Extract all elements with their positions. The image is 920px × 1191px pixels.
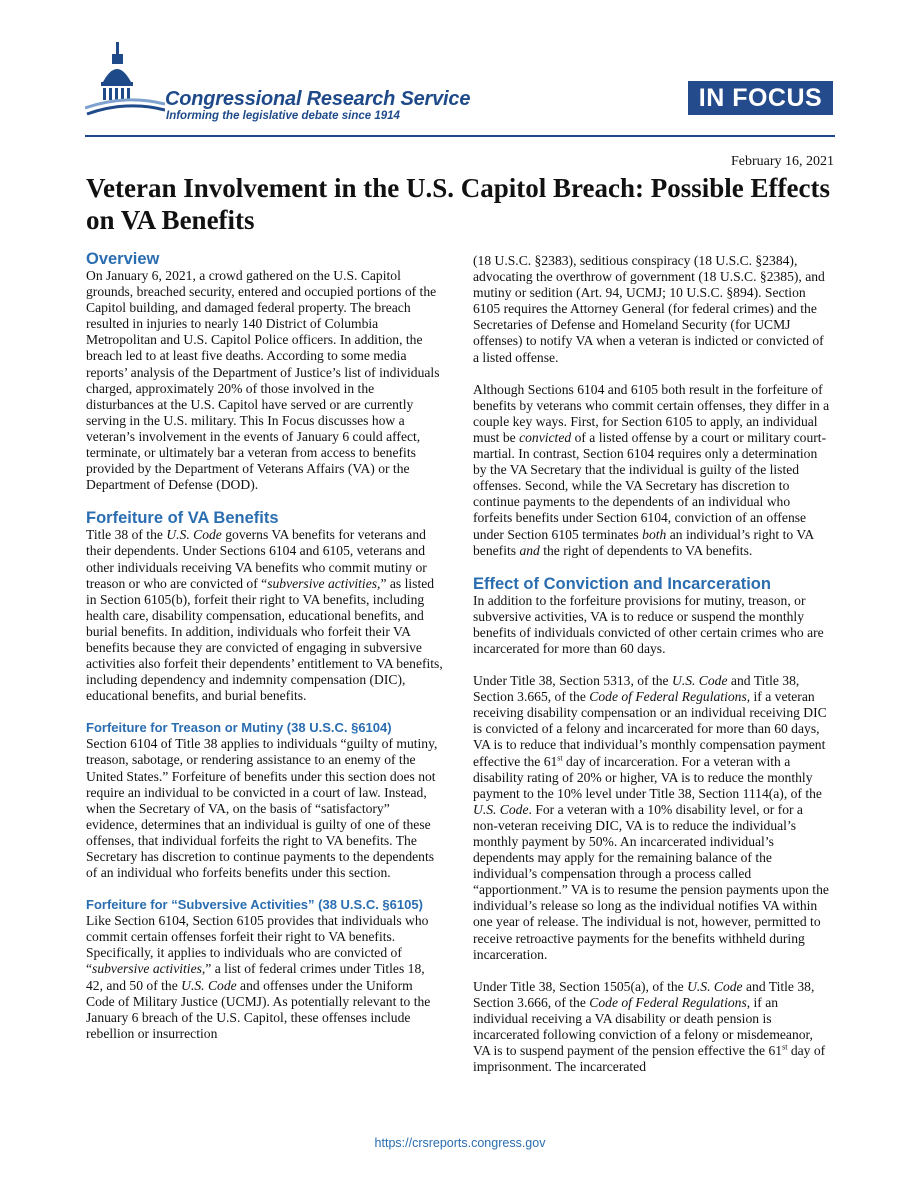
publication-date: February 16, 2021 bbox=[730, 154, 834, 169]
forfeiture-paragraph: Title 38 of the U.S. Code governs VA benefits for veterans and their dependents. Under Sections 6104 and 6105, veterans and other individuals receiving VA benefits who commit mutiny or treason or who are convicted of “subversive activities,” as listed in Section 6105(b), forfeit their right to VA benefits, including health care, disability compensation, educational benefits, and burial benefits. In addition, individuals who forfeit their VA benefits because they are convicted of engaging in subversive activities also forfeit their dependents’ entitlement to VA benefits, including dependency and indemnity compensation (DIC), educational benefits, and burial benefits. bbox=[86, 527, 443, 704]
forfeiture-heading: Forfeiture of VA Benefits bbox=[86, 509, 279, 528]
page-header bbox=[0, 0, 920, 150]
right-column bbox=[473, 253, 831, 1091]
subversive-paragraph: Like Section 6104, Section 6105 provides that individuals who commit certain offenses forfeit their right to VA benefits. Specifically, it applies to individuals who are convicted of “subversive activities,” a list of federal crimes under Titles 18, 42, and 50 of the U.S. Code and offenses under the Uniform Code of Military Justice (UCMJ). As potentially relevant to the January 6 breach of the U.S. Capitol, these offenses include rebellion or insurrection bbox=[86, 913, 431, 1041]
conviction-paragraph-1: In addition to the forfeiture provisions for mutiny, treason, or subversive activities, VA is to reduce or suspend the monthly benefits of individuals convicted of other certain crimes who are incarcerated for more than 60 days. bbox=[473, 592, 824, 656]
overview-paragraph: On January 6, 2021, a crowd gathered on the U.S. Capitol grounds, breached security, entered and occupied portions of the Capitol building, and damaged federal property. The breach resulted in injuries to nearly 140 District of Columbia Metropolitan and U.S. Capitol Police officers. In addition, the breach led to at least five deaths. According to some media reports’ analysis of the Department of Justice’s list of individuals charged, approximately 20% of those involved in the disturbances at the U.S. Capitol have served or are currently serving in the U.S. military. This In Focus discusses how a veteran’s involvement in the events of January 6 could affect, terminate, or ultimately bar a veteran from access to benefits provided by the Department of Veterans Affairs (VA) or the Department of Defense (DOD). bbox=[86, 268, 440, 493]
overview-heading: Overview bbox=[86, 250, 160, 268]
org-tagline: Informing the legislative debate since 1914 bbox=[166, 110, 400, 122]
org-name: Congressional Research Service bbox=[165, 88, 471, 110]
in-focus-badge: IN FOCUS bbox=[688, 81, 833, 115]
conviction-heading: Effect of Conviction and Incarceration bbox=[473, 574, 771, 593]
capitol-dome-logo-icon bbox=[85, 42, 165, 122]
conviction-paragraph-3: Under Title 38, Section 1505(a), of the U.S. Code and Title 38, Section 3.666, of the Code of Federal Regulations, if an individual receiving a VA disability or death pension is incarcerated following conviction of a felony or misdemeanor, VA is to suspend payment of the pension effective the 61st day of imprisonment. The incarcerated bbox=[473, 978, 826, 1075]
header-divider bbox=[85, 135, 835, 137]
sections-comparison-paragraph: Although Sections 6104 and 6105 both result in the forfeiture of benefits by veterans who commit certain offenses, they differ in a couple key ways. First, for Section 6105 to apply, an individual must be convicted of a listed offense by a court or military court-martial. In contrast, Section 6104 requires only a determination by the VA Secretary that the individual is guilty of the listed offenses. Second, while the VA Secretary has discretion to continue payments to the dependents of an individual who forfeits benefits under Section 6104, conviction of an offense under Section 6105 terminates both an individual’s right to VA benefits and the right of dependents to VA benefits. bbox=[473, 381, 830, 558]
footer-link[interactable]: https://crsreports.congress.gov bbox=[374, 1136, 546, 1150]
subversive-subheading: Forfeiture for “Subversive Activities” (38 U.S.C. §6105) bbox=[86, 897, 423, 913]
page-title: Veteran Involvement in the U.S. Capitol Breach: Possible Effects on VA Benefits bbox=[86, 173, 830, 235]
treason-paragraph: Section 6104 of Title 38 applies to individuals “guilty of mutiny, treason, sabotage, or rendering assistance to an enemy of the United States.” Forfeiture of benefits under this section does not require an individual to be convicted in a court of law. Instead, when the Secretary of VA, on the basis of “satisfactory” evidence, determines that an individual is guilty of one of these offenses, that individual forfeits the right to VA benefits. The Secretary has discretion to continue payments to the dependents of an individual who forfeits benefits under this section. bbox=[86, 736, 438, 881]
left-column bbox=[86, 250, 444, 1058]
subversive-paragraph-continued: (18 U.S.C. §2383), seditious conspiracy (18 U.S.C. §2384), advocating the overthrow of government (18 U.S.C. §2385), and mutiny or sedition (Art. 94, UCMJ; 10 U.S.C. §894). Section 6105 requires the Attorney General (for federal crimes) and the Secretaries of Defense and Homeland Security (for UCMJ offenses) to notify VA when a veteran is indicted or convicted of a listed offense. bbox=[473, 253, 825, 365]
conviction-paragraph-2: Under Title 38, Section 5313, of the U.S. Code and Title 38, Section 3.665, of the Code of Federal Regulations, if a veteran receiving disability compensation or an individual receiving DIC is convicted of a felony and incarcerated for more than 60 days, VA is to reduce that individual’s monthly compensation payment effective the 61st day of incarceration. For a veteran with a disability rating of 20% or higher, VA is to reduce the monthly payment to the 10% level under Title 38, Section 1114(a), of the U.S. Code. For a veteran with a 10% disability level, or for a non-veteran receiving DIC, VA is to reduce the individual’s monthly payment by 50%. An incarcerated individual’s dependents may apply for the remaining balance of the individual’s compensation through a process called “apportionment.” VA is to resume the pension payments upon the individual’s release so long as the individual notifies VA within one year of release. The individual is not, however, permitted to receive retroactive payments for the benefits withheld during incarceration. bbox=[473, 673, 829, 962]
treason-subheading: Forfeiture for Treason or Mutiny (38 U.S.C. §6104) bbox=[86, 720, 392, 736]
